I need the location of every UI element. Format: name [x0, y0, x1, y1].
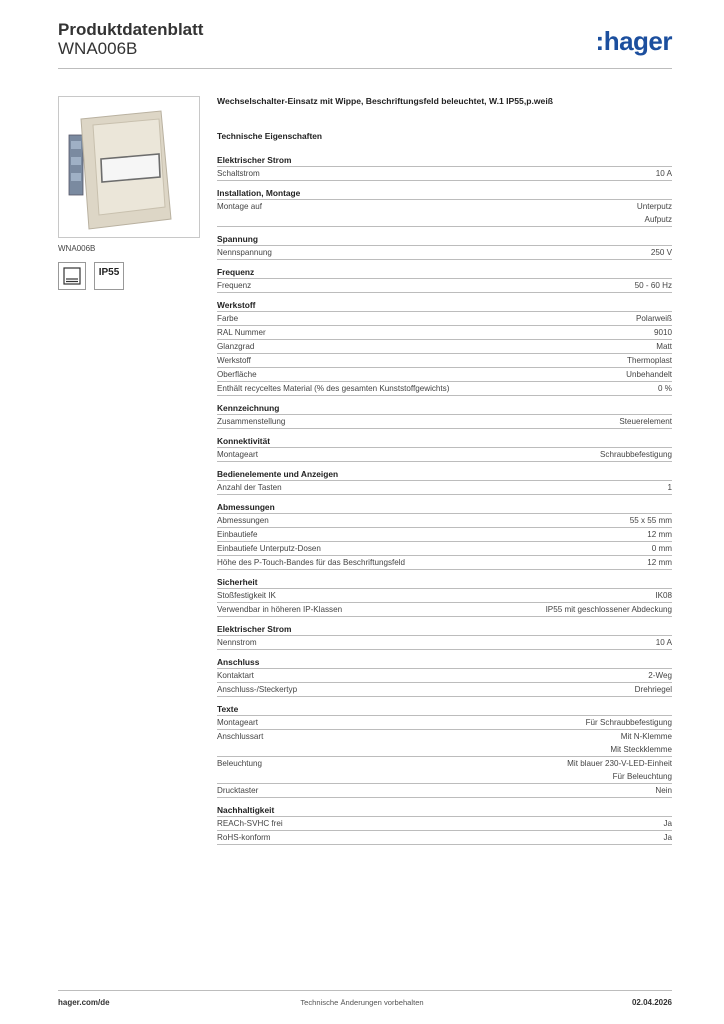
spec-value: [654, 326, 672, 339]
spec-value: [626, 368, 672, 381]
switch-illustration: [59, 97, 199, 237]
product-code: WNA006B: [58, 39, 138, 58]
spec-row: [217, 715, 672, 729]
spec-value-line: Schraubbefestigung: [600, 450, 672, 459]
spec-row: [217, 602, 672, 617]
spec-label: Nennstrom: [217, 638, 257, 647]
spec-row: [217, 513, 672, 527]
spec-value: [635, 683, 672, 696]
spec-row: [217, 414, 672, 429]
spec-row: [217, 635, 672, 650]
section-title: Frequenz: [217, 267, 255, 277]
spec-value: [647, 556, 672, 569]
spec-value: [636, 312, 672, 325]
spec-section: [217, 299, 672, 396]
spec-value-line: 10 A: [655, 638, 672, 647]
spec-section: [217, 435, 672, 462]
section-title: Konnektivität: [217, 436, 271, 446]
header-divider: [58, 68, 672, 69]
spec-value-line: 9010: [653, 328, 672, 337]
spec-value-line: 1: [667, 483, 672, 492]
spec-label: Abmessungen: [217, 516, 269, 525]
spec-label: Farbe: [217, 314, 239, 323]
spec-section: [217, 804, 672, 845]
spec-value: [656, 167, 672, 180]
spec-value: [586, 716, 672, 729]
spec-label: Höhe des P-Touch-Bandes für das Beschriftungsfeld: [217, 558, 406, 567]
section-title: Kennzeichnung: [217, 403, 280, 413]
spec-row: [217, 325, 672, 339]
spec-value: [600, 448, 672, 461]
spec-label: Montage auf: [217, 202, 262, 211]
spec-label: Anzahl der Tasten: [217, 483, 282, 492]
spec-row: [217, 311, 672, 325]
section-title: Abmessungen: [217, 502, 275, 512]
spec-label: Anschluss-/Steckertyp: [217, 685, 298, 694]
spec-value: [663, 831, 672, 844]
technical-properties-heading: Technische Eigenschaften: [217, 131, 323, 141]
mounting-symbol-icon: [58, 262, 86, 290]
spec-label: RoHS-konform: [217, 833, 271, 842]
spec-value: [648, 669, 672, 682]
spec-row: [217, 381, 672, 396]
spec-value-line: IK08: [655, 591, 672, 600]
spec-label: Zusammenstellung: [217, 417, 286, 426]
spec-label: Glanzgrad: [217, 342, 255, 351]
ip-rating-badge: IP55: [94, 262, 124, 290]
spec-value: [630, 514, 672, 527]
spec-label: Montageart: [217, 450, 258, 459]
spec-row: [217, 816, 672, 830]
spec-row: [217, 447, 672, 462]
spec-value-line: Mit N-Klemme: [620, 732, 672, 741]
spec-row: [217, 682, 672, 697]
spec-section: [217, 656, 672, 697]
spec-row: [217, 783, 672, 798]
spec-value-line: Drehriegel: [634, 685, 672, 694]
spec-label: Einbautiefe Unterputz-Dosen: [217, 544, 321, 553]
spec-value-line: 10 A: [655, 169, 672, 178]
spec-section: [217, 468, 672, 495]
spec-section: [217, 501, 672, 570]
spec-row: [217, 830, 672, 845]
spec-row: [217, 166, 672, 181]
spec-label: Montageart: [217, 718, 258, 727]
section-title: Nachhaltigkeit: [217, 805, 275, 815]
hager-logo: :hager: [595, 26, 672, 56]
page-title: Produktdatenblatt: [58, 20, 204, 39]
spec-row: [217, 729, 672, 756]
spec-value-line: Matt: [656, 342, 672, 351]
spec-label: Verwendbar in höheren IP-Klassen: [217, 605, 343, 614]
spec-value-line: 12 mm: [647, 530, 672, 539]
spec-label: Oberfläche: [217, 370, 257, 379]
spec-value-line: Steuerelement: [619, 417, 672, 426]
spec-value: [667, 481, 672, 494]
section-title: Texte: [217, 704, 239, 714]
spec-value: [656, 636, 672, 649]
spec-section: [217, 623, 672, 650]
spec-label: Beleuchtung: [217, 759, 263, 768]
spec-value: [637, 200, 672, 226]
spec-value-line: Ja: [663, 833, 672, 842]
section-title: Bedienelemente und Anzeigen: [217, 469, 339, 479]
spec-section: [217, 402, 672, 429]
specification-list: [217, 150, 672, 851]
spec-section: [217, 266, 672, 293]
spec-row: [217, 541, 672, 555]
spec-value-line: Ja: [663, 819, 672, 828]
spec-row: [217, 588, 672, 602]
spec-label: RAL Nummer: [217, 328, 266, 337]
section-title: Spannung: [217, 234, 258, 244]
spec-row: [217, 756, 672, 783]
spec-section: [217, 576, 672, 617]
spec-row: [217, 555, 672, 570]
section-title: Installation, Montage: [217, 188, 301, 198]
spec-value: [656, 340, 672, 353]
spec-value-line: Thermoplast: [627, 356, 672, 365]
spec-section: [217, 703, 672, 798]
spec-label: Anschlussart: [217, 732, 264, 741]
spec-value: [647, 528, 672, 541]
spec-value-line: Unbehandelt: [626, 370, 672, 379]
spec-value-line: Für Schraubbefestigung: [585, 718, 672, 727]
section-title: Elektrischer Strom: [217, 624, 292, 634]
spec-value-line: Mit blauer 230-V-LED-Einheit: [567, 759, 672, 768]
product-image: [58, 96, 200, 238]
spec-value: [619, 415, 672, 428]
spec-value-line: Aufputz: [644, 215, 672, 224]
spec-label: Frequenz: [217, 281, 252, 290]
spec-value: [652, 542, 672, 555]
footer-note: Technische Änderungen vorbehalten: [300, 998, 424, 1007]
spec-label: Enthält recyceltes Material (% des gesamten Kunststoffgewichts): [217, 384, 450, 393]
spec-value-line: Unterputz: [636, 202, 672, 211]
section-title: Sicherheit: [217, 577, 258, 587]
footer-date: 02.04.2026: [631, 998, 672, 1007]
spec-row: [217, 527, 672, 541]
spec-value-line: 55 x 55 mm: [629, 516, 672, 525]
spec-row: [217, 367, 672, 381]
image-caption: WNA006B: [58, 244, 96, 253]
spec-value-line: 2-Weg: [648, 671, 672, 680]
spec-value: [651, 246, 672, 259]
spec-label: Nennspannung: [217, 248, 272, 257]
spec-value-line: 0 %: [658, 384, 672, 393]
spec-label: Stoßfestigkeit IK: [217, 591, 276, 600]
product-description: Wechselschalter-Einsatz mit Wippe, Beschriftungsfeld beleuchtet, W.1 IP55,p.weiß: [217, 96, 553, 106]
spec-label: Einbautiefe: [217, 530, 258, 539]
spec-value-line: 0 mm: [651, 544, 672, 553]
spec-row: [217, 199, 672, 227]
spec-row: [217, 353, 672, 367]
spec-value-line: Polarweiß: [636, 314, 672, 323]
footer-divider: [58, 990, 672, 991]
spec-row: [217, 339, 672, 353]
spec-value: [658, 382, 672, 395]
spec-value-line: Nein: [655, 786, 672, 795]
spec-value-line: 250 V: [650, 248, 672, 257]
spec-row: [217, 278, 672, 293]
spec-section: [217, 187, 672, 227]
spec-value-line: Mit Steckklemme: [610, 745, 672, 754]
spec-label: REACh-SVHC frei: [217, 819, 283, 828]
section-title: Werkstoff: [217, 300, 256, 310]
spec-value: [610, 730, 672, 756]
spec-label: Kontaktart: [217, 671, 254, 680]
spec-value: [627, 354, 672, 367]
spec-label: Schaltstrom: [217, 169, 260, 178]
spec-value-line: 12 mm: [647, 558, 672, 567]
section-title: Elektrischer Strom: [217, 155, 292, 165]
spec-row: [217, 245, 672, 260]
spec-value: [635, 279, 672, 292]
spec-value: [546, 603, 672, 616]
spec-row: [217, 668, 672, 682]
spec-row: [217, 480, 672, 495]
spec-value-line: IP55 mit geschlossener Abdeckung: [545, 605, 672, 614]
footer-website[interactable]: hager.com/de: [58, 998, 110, 1007]
spec-section: [217, 154, 672, 181]
spec-value: [655, 784, 672, 797]
spec-value-line: Für Beleuchtung: [612, 772, 672, 781]
spec-label: Drucktaster: [217, 786, 259, 795]
spec-section: [217, 233, 672, 260]
spec-value-line: 50 - 60 Hz: [634, 281, 672, 290]
spec-value: [663, 817, 672, 830]
section-title: Anschluss: [217, 657, 260, 667]
spec-value: [567, 757, 672, 783]
spec-value: [655, 589, 672, 602]
spec-label: Werkstoff: [217, 356, 251, 365]
